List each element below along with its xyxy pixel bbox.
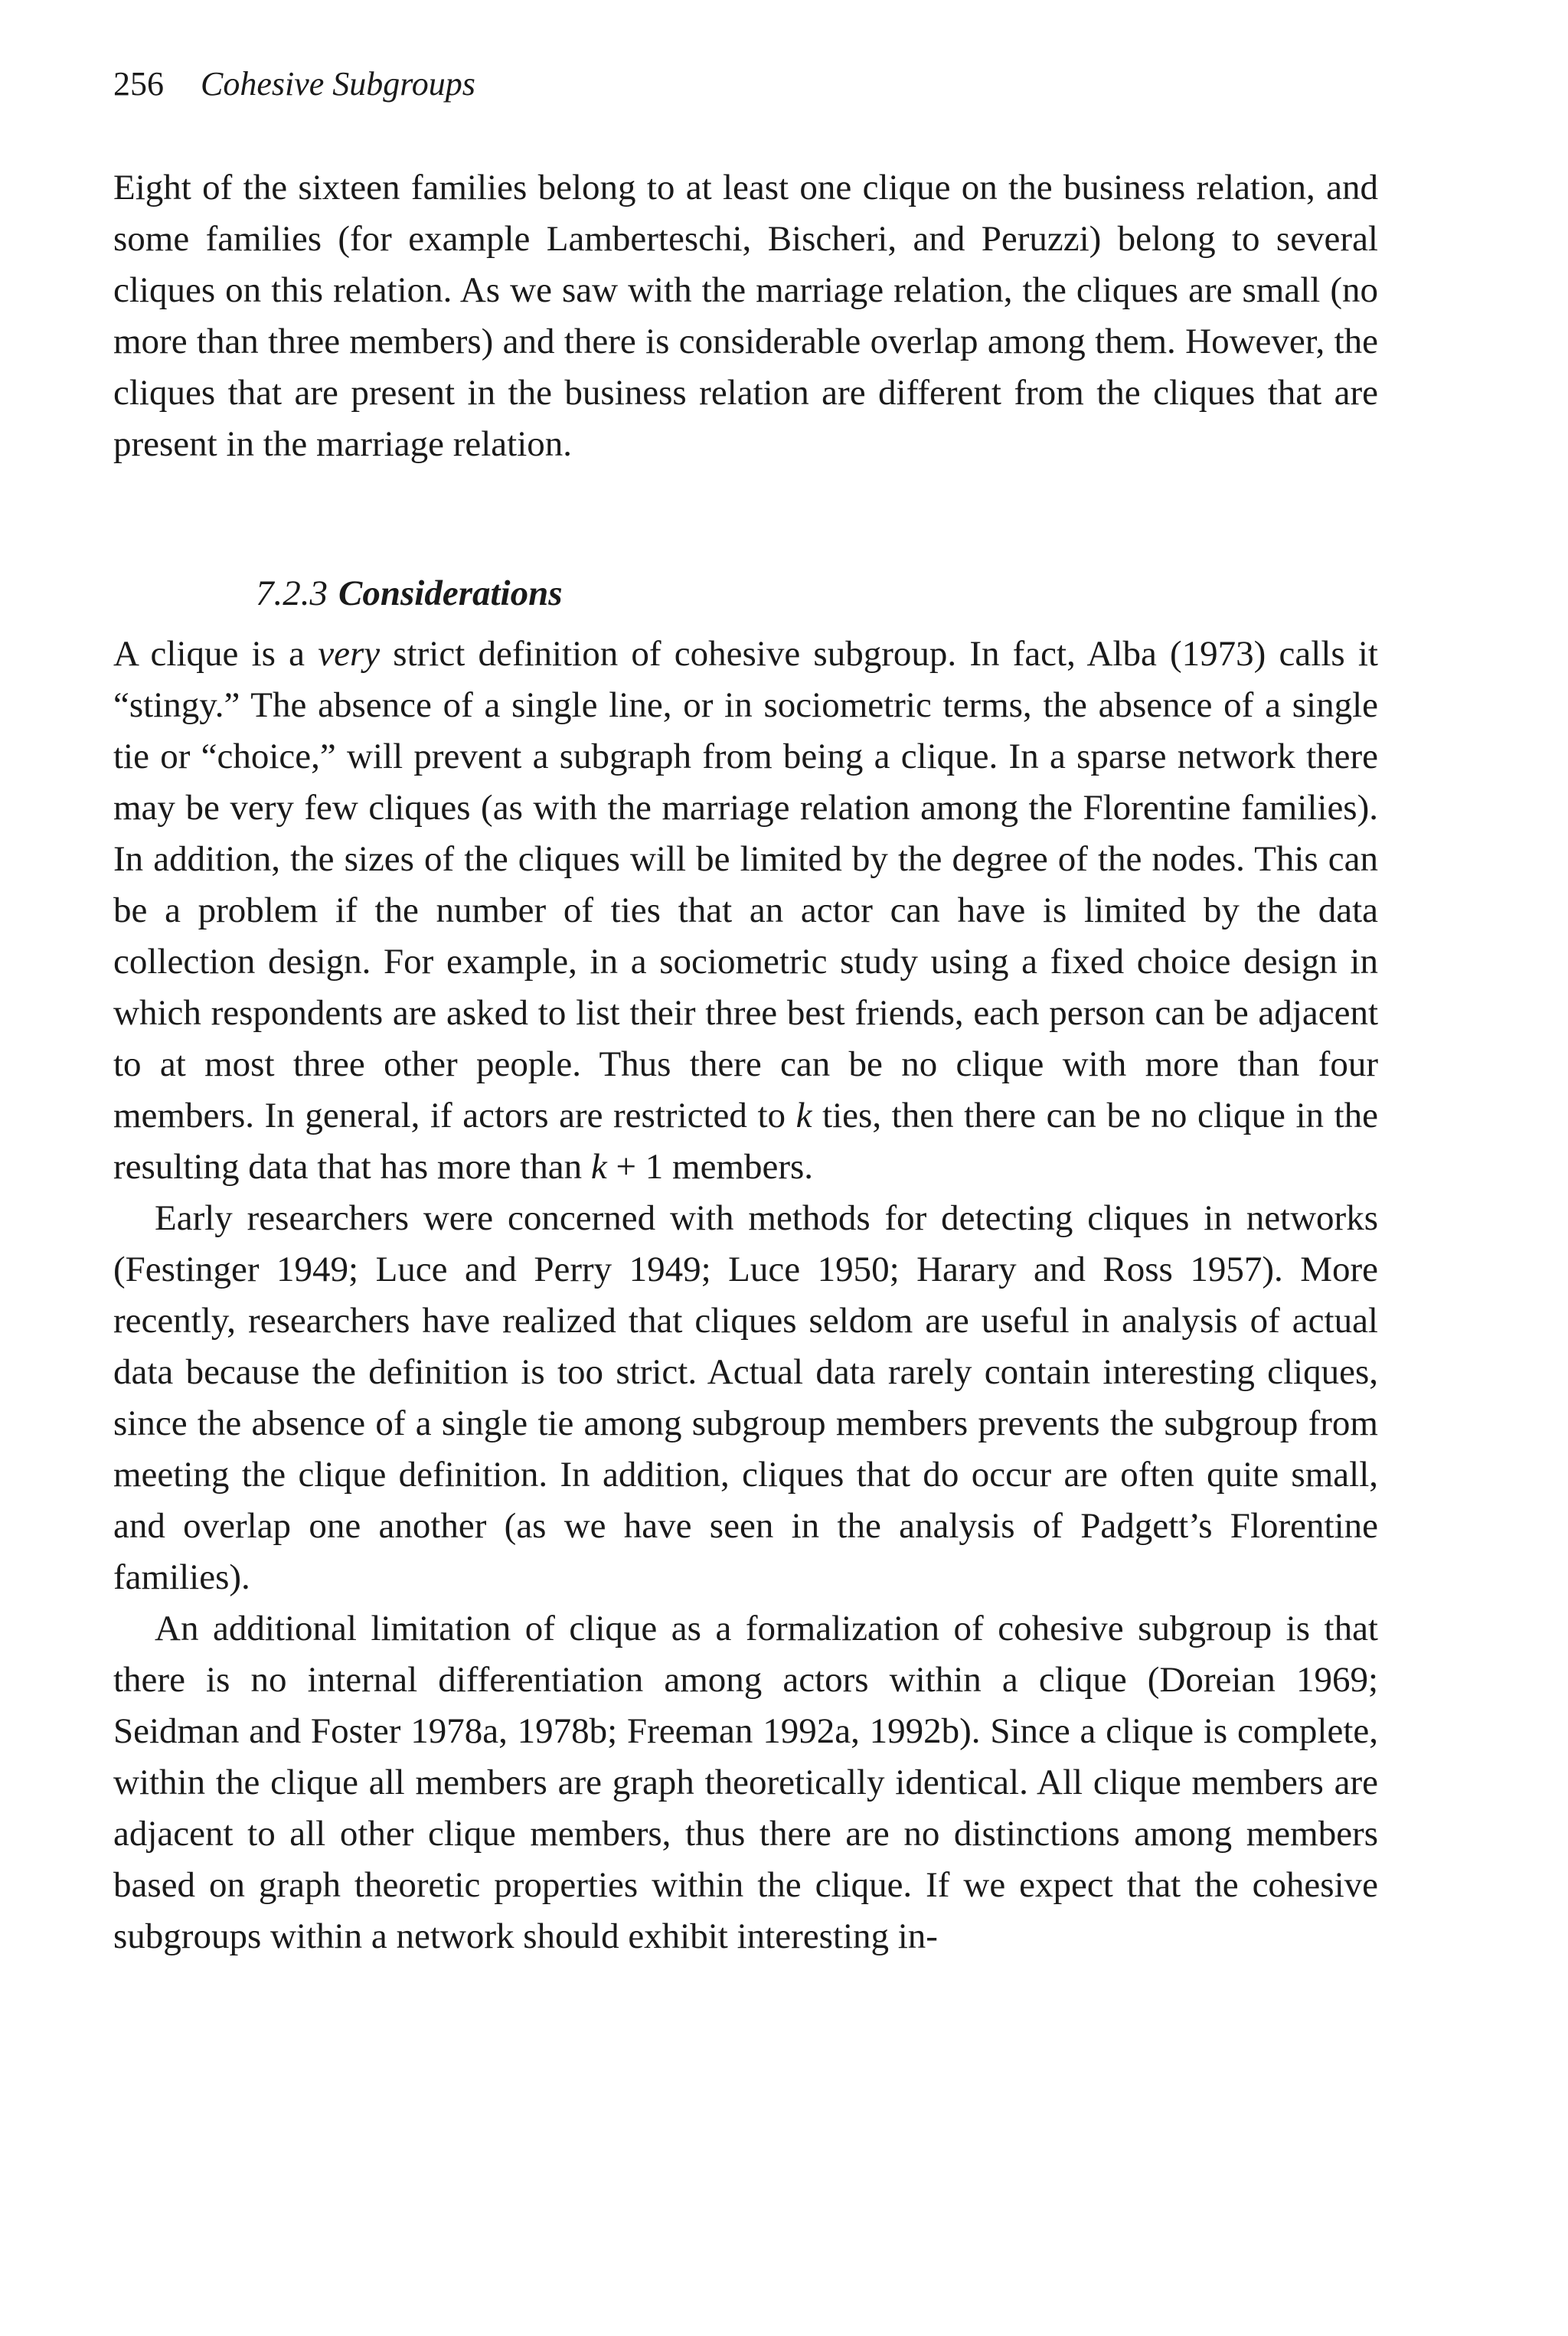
paragraph-early-researchers: Early researchers were concerned with methods for detecting cliques in networks (Festinger 1949; Luce and Perry 1949; Luce 1950; Harary and Ross 1957). More recently, researchers have realized that cliques seldom are useful in analysis of actual data because the definition is too strict. Actual data rarely contain interesting cliques, since the absence of a single tie among subgroup members prevents the subgroup from meeting the clique definition. In addition, cliques that do occur are often quite small, and overlap one another (as we have seen in the analysis of Padgett’s Florentine families). xyxy=(113,1198,1378,1597)
text-run: strict definition of cohesive subgroup. In fact, Alba (1973) calls it “stingy.” The absence of a single line, or in sociometric terms, the absence of a single tie or “choice,” will prevent a subgraph from being a clique. In a sparse network there may be very few cliques (as with the marriage relation among the Florentine families). In addition, the sizes of the cliques will be limited by the degree of the nodes. This can be a problem if the number of ties that an actor can have is limited by the data collection design. For example, in a sociometric study using a fixed choice design in which respondents are asked to list their three best friends, each person can be adjacent to at most three other people. Thus there can be no clique with more than four members. In general, if actors are restricted to xyxy=(113,634,1378,1135)
page-number: 256 xyxy=(113,65,164,103)
math-variable-k: k xyxy=(590,1147,607,1187)
math-variable-k: k xyxy=(795,1096,812,1135)
running-head xyxy=(113,61,1378,107)
emphasis-very: very xyxy=(318,634,381,674)
text-run: + 1 members. xyxy=(606,1147,814,1187)
section-title: Considerations xyxy=(338,573,563,613)
section-heading xyxy=(256,568,1378,619)
section-number: 7.2.3 xyxy=(256,573,328,613)
book-page xyxy=(113,61,1378,1962)
chapter-title: Cohesive Subgroups xyxy=(201,65,475,103)
paragraph-additional-limitation: An additional limitation of clique as a formalization of cohesive subgroup is that there is no internal differentiation among actors within a clique (Doreian 1969; Seidman and Foster 1978a, 1978b; Freeman 1992a, 1992b). Since a clique is complete, within the clique all members are graph theoretically identical. All clique members are adjacent to all other clique members, thus there are no distinctions among members based on graph theoretic properties within the clique. If we expect that the cohesive subgroups within a network should exhibit interesting in- xyxy=(113,1609,1378,1956)
paragraph-clique-definition xyxy=(113,629,1378,1193)
text-run: ties, then there can be no clique in the resulting data that has more than xyxy=(113,1096,1379,1187)
paragraph-business-cliques: Eight of the sixteen families belong to at least one clique on the business relation, and some families (for example Lamberteschi, Bischeri, and Peruzzi) belong to several cliques on this relation. As we saw with the marriage relation, the cliques are small (no more than three members) and there is considerable overlap among them. However, the cliques that are present in the business relation are different from the cliques that are present in the marriage relation. xyxy=(113,168,1378,464)
text-run: A clique is a xyxy=(113,634,318,674)
